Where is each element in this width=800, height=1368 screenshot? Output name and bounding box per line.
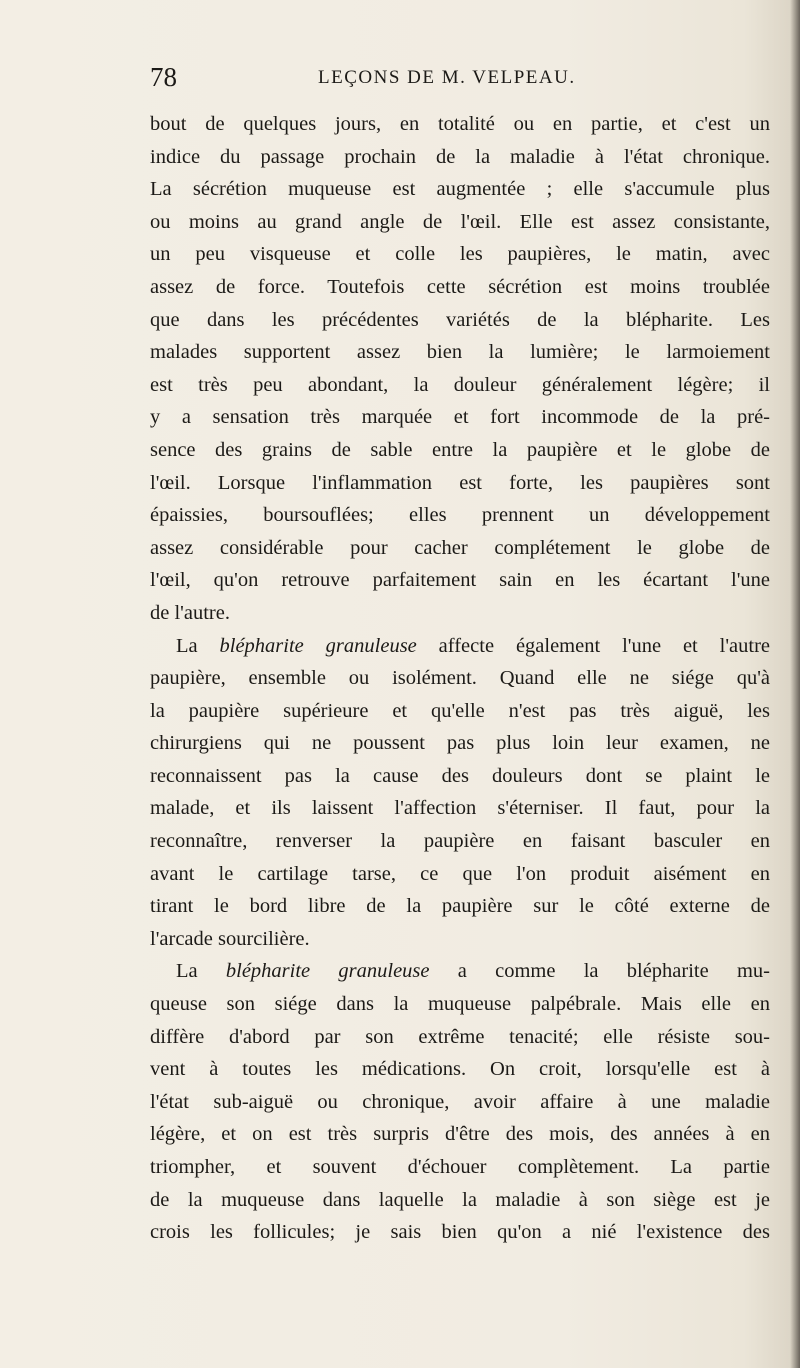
text-line: bout de quelques jours, en totalité ou en partie, et c'est un [150,113,770,135]
line-rest: a comme la blépharite mu- [429,960,771,983]
text-line: l'œil. Lorsque l'inflammation est forte, les paupières sont [150,471,770,494]
text-line: que dans les précédentes variétés de la blépharite. Les [150,308,770,331]
text-line: ou moins au grand angle de l'œil. Elle est assez consistante, [150,210,770,233]
text-line: tirant le bord libre de la paupière sur le côté externe de [150,895,770,918]
text-line: diffère d'abord par son extrême tenacité; elle résiste sou- [150,1025,770,1048]
text-line: La sécrétion muqueuse est augmentée ; elle s'accumule plus [150,178,770,201]
text-line: est très peu abondant, la douleur généralement légère; il [150,373,770,396]
text-line: chirurgiens qui ne poussent pas plus loin leur examen, ne [150,732,770,755]
text-line: crois les follicules; je sais bien qu'on a nié l'existence des [150,1221,770,1244]
text-line: de la muqueuse dans laquelle la maladie à son siège est je [150,1188,770,1211]
text-line: reconnaissent pas la cause des douleurs dont se plaint le [150,764,770,787]
text-line: sence des grains de sable entre la paupière et le globe de [150,438,770,461]
text-line: queuse son siége dans la muqueuse palpébrale. Mais elle en [150,993,770,1016]
text-line: de l'autre. [150,601,230,624]
page-header [150,62,770,92]
text-line: l'œil, qu'on retrouve parfaitement sain en les écartant l'une [150,569,770,592]
line-lead: La [176,960,226,983]
text-line: y a sensation très marquée et fort incommode de la pré- [150,406,770,429]
text-line: la paupière supérieure et qu'elle n'est pas très aiguë, les [150,699,770,722]
text-line: assez considérable pour cacher complétement le globe de [150,536,770,559]
text-line: indice du passage prochain de la maladie à l'état chronique. [150,145,770,168]
text-line: épaissies, boursouflées; elles prennent un développement [150,504,770,527]
text-line: l'arcade sourcilière. [150,927,310,950]
text-line: l'état sub-aiguë ou chronique, avoir affaire à une maladie [150,1090,770,1113]
text-line: vent à toutes les médications. On croit, lorsqu'elle est à [150,1058,770,1081]
text-line: reconnaître, renverser la paupière en faisant basculer en [150,830,770,853]
text-line: paupière, ensemble ou isolément. Quand elle ne siége qu'à [150,667,770,690]
text-line: un peu visqueuse et colle les paupières, le matin, avec [150,243,770,266]
paragraph-start-line [150,955,770,988]
running-head: LEÇONS DE M. VELPEAU. [318,67,576,88]
line-lead: La [176,634,220,657]
body-text [150,108,770,1249]
line-rest: affecte également l'une et l'autre [416,634,770,657]
text-line: assez de force. Toutefois cette sécrétion est moins troublée [150,275,770,298]
text-line: malade, et ils laissent l'affection s'éterniser. Il faut, pour la [150,797,770,820]
text-line: avant le cartilage tarse, ce que l'on produit aisément en [150,862,770,885]
text-line: triompher, et souvent d'échouer complètement. La partie [150,1156,770,1178]
italic-term: blépharite granuleuse [225,960,430,983]
text-line: malades supportent assez bien la lumière; le larmoiement [150,341,770,364]
italic-term: blépharite granuleuse [219,634,417,657]
text-line: légère, et on est très surpris d'être des mois, des années à en [150,1123,770,1146]
paragraph-start-line [150,630,770,663]
page-edge-shadow [790,0,800,1368]
page-number: 78 [150,62,177,92]
